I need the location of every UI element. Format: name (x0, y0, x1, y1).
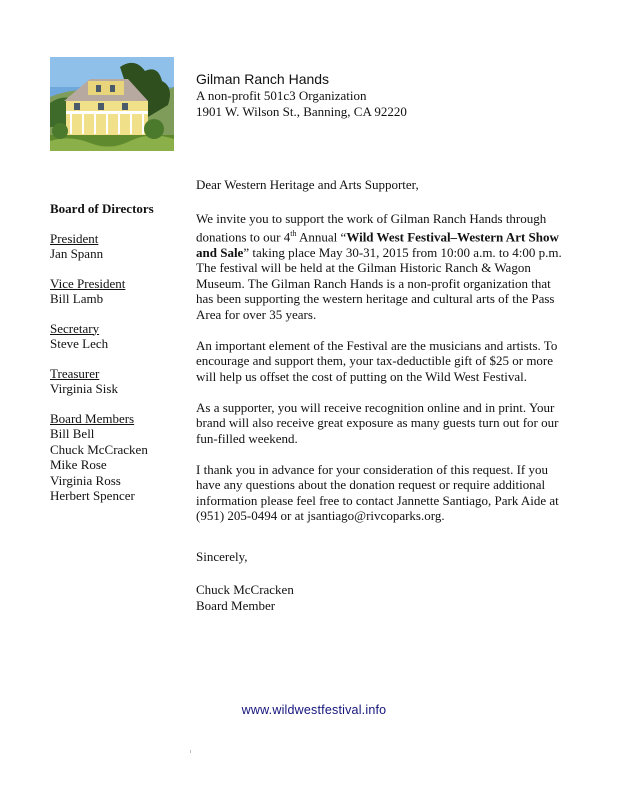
role-label: Board Members (50, 410, 135, 426)
paragraph-invitation (196, 211, 568, 323)
invitation-text: Annual “ (296, 229, 347, 245)
member-name: Bill Lamb (50, 291, 104, 306)
event-name: Wild West Festival–Western Art Show and Sale (196, 229, 559, 260)
org-address: 1901 W. Wilson St., Banning, CA 92220 (196, 104, 407, 119)
paragraph-recognition: As a supporter, you will receive recognition online and in print. Your brand will also receive great exposure as many guests turn out for our fun-filled weekend. (196, 399, 559, 446)
member-name: Jan Spann (50, 246, 104, 261)
role-label: Vice President (50, 275, 126, 291)
member-name: Steve Lech (50, 336, 109, 351)
board-group-treasurer (50, 366, 185, 397)
member-name: Bill Bell (50, 426, 95, 441)
org-subtitle: A non-profit 501c3 Organization (196, 88, 367, 103)
role-label: Secretary (50, 320, 100, 336)
letterhead (196, 70, 407, 120)
ranch-house-logo (50, 57, 174, 151)
greeting: Dear Western Heritage and Arts Supporter, (196, 177, 419, 192)
member-name: Virginia Sisk (50, 381, 118, 396)
letter-body (196, 177, 568, 613)
website-link[interactable]: www.wildwestfestival.info (241, 703, 387, 717)
signer-name: Chuck McCracken (196, 582, 294, 598)
signature-block (196, 549, 568, 614)
member-name: Chuck McCracken (50, 441, 148, 457)
member-name: Virginia Ross (50, 472, 121, 488)
org-name: Gilman Ranch Hands (196, 71, 330, 87)
paragraph-artists: An important element of the Festival are the musicians and artists. To encourage and support them, your tax-deductible gift of $25 or more will help us offset the cost of putting on the Wild West Festival. (196, 337, 558, 384)
board-group-secretary (50, 321, 185, 352)
paragraph-contact: I thank you in advance for your consideration of this request. If you have any questions about the donation request or require additional information please feel free to contact Jannette Santiago, Park Aide at (951) 205-0494 or at jsantiago@rivcoparks.org. (196, 461, 559, 524)
member-name: Mike Rose (50, 457, 107, 472)
role-label: President (50, 230, 99, 246)
signer-title: Board Member (196, 597, 276, 613)
scan-speck (190, 750, 191, 753)
board-group-vice-president (50, 276, 185, 307)
role-label: Treasurer (50, 365, 100, 381)
board-group-members (50, 411, 185, 504)
closing: Sincerely, (196, 548, 248, 564)
member-name: Herbert Spencer (50, 488, 135, 503)
board-of-directors (50, 201, 185, 518)
board-group-president (50, 231, 185, 262)
invitation-text: We invite you to support the work of Gilman Ranch Hands through donations to our 4 (196, 210, 547, 245)
invitation-text: ” taking place May 30-31, 2015 from 10:00 a.m. to 4:00 p.m. The festival will be held at the Gilman Historic Ranch & Wagon Museum. The Gilman Ranch Hands is a non-profit organization that has been supporting the western heritage and cultural arts of the Pass Area for over 35 years. (196, 244, 562, 322)
board-title: Board of Directors (50, 201, 154, 216)
ordinal-suffix: th (290, 229, 297, 238)
